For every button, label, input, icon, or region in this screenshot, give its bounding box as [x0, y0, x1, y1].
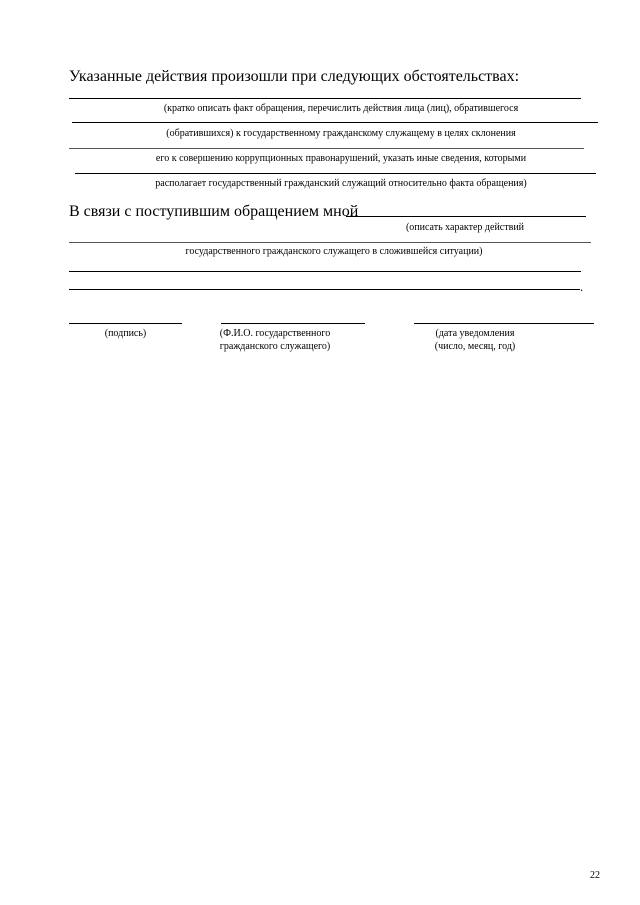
- signature-label: (подпись): [104, 328, 147, 339]
- date-label-2: (число, месяц, год): [434, 341, 516, 352]
- fio-label-2: гражданского служащего): [219, 341, 331, 352]
- fill-line-5[interactable]: [69, 242, 591, 243]
- hint-line-1: (кратко описать факт обращения, перечислить действия лица (лиц), обратившегося: [163, 103, 519, 114]
- date-line[interactable]: [414, 323, 594, 324]
- signature-line[interactable]: [69, 323, 182, 324]
- hint-line-3: его к совершению коррупционных правонарушений, указать иные сведения, которыми: [155, 153, 527, 164]
- response-hint-2: государственного гражданского служащего в сложившейся ситуации): [185, 246, 483, 257]
- fill-line-3[interactable]: [69, 148, 584, 149]
- response-heading: В связи с поступившим обращением мной: [69, 203, 359, 220]
- fill-line-6[interactable]: [69, 271, 581, 272]
- circumstances-heading: Указанные действия произошли при следующих обстоятельствах:: [69, 68, 520, 85]
- fill-line-1[interactable]: [69, 98, 581, 99]
- fill-line-7[interactable]: [69, 289, 580, 290]
- fio-label-1: (Ф.И.О. государственного: [219, 328, 331, 339]
- closing-period: .: [580, 279, 584, 294]
- fio-line[interactable]: [221, 323, 365, 324]
- hint-line-4: располагает государственный гражданский служащий относительно факта обращения): [155, 178, 527, 189]
- fill-line-4[interactable]: [75, 173, 596, 174]
- date-label-1: (дата уведомления: [435, 328, 515, 339]
- response-hint-1: (описать характер действий: [405, 222, 525, 233]
- hint-line-2: (обратившихся) к государственному гражданскому служащему в целях склонения: [166, 128, 516, 139]
- fill-line-2[interactable]: [72, 122, 598, 123]
- response-fill-line[interactable]: [346, 216, 586, 217]
- page-number: 22: [590, 870, 600, 881]
